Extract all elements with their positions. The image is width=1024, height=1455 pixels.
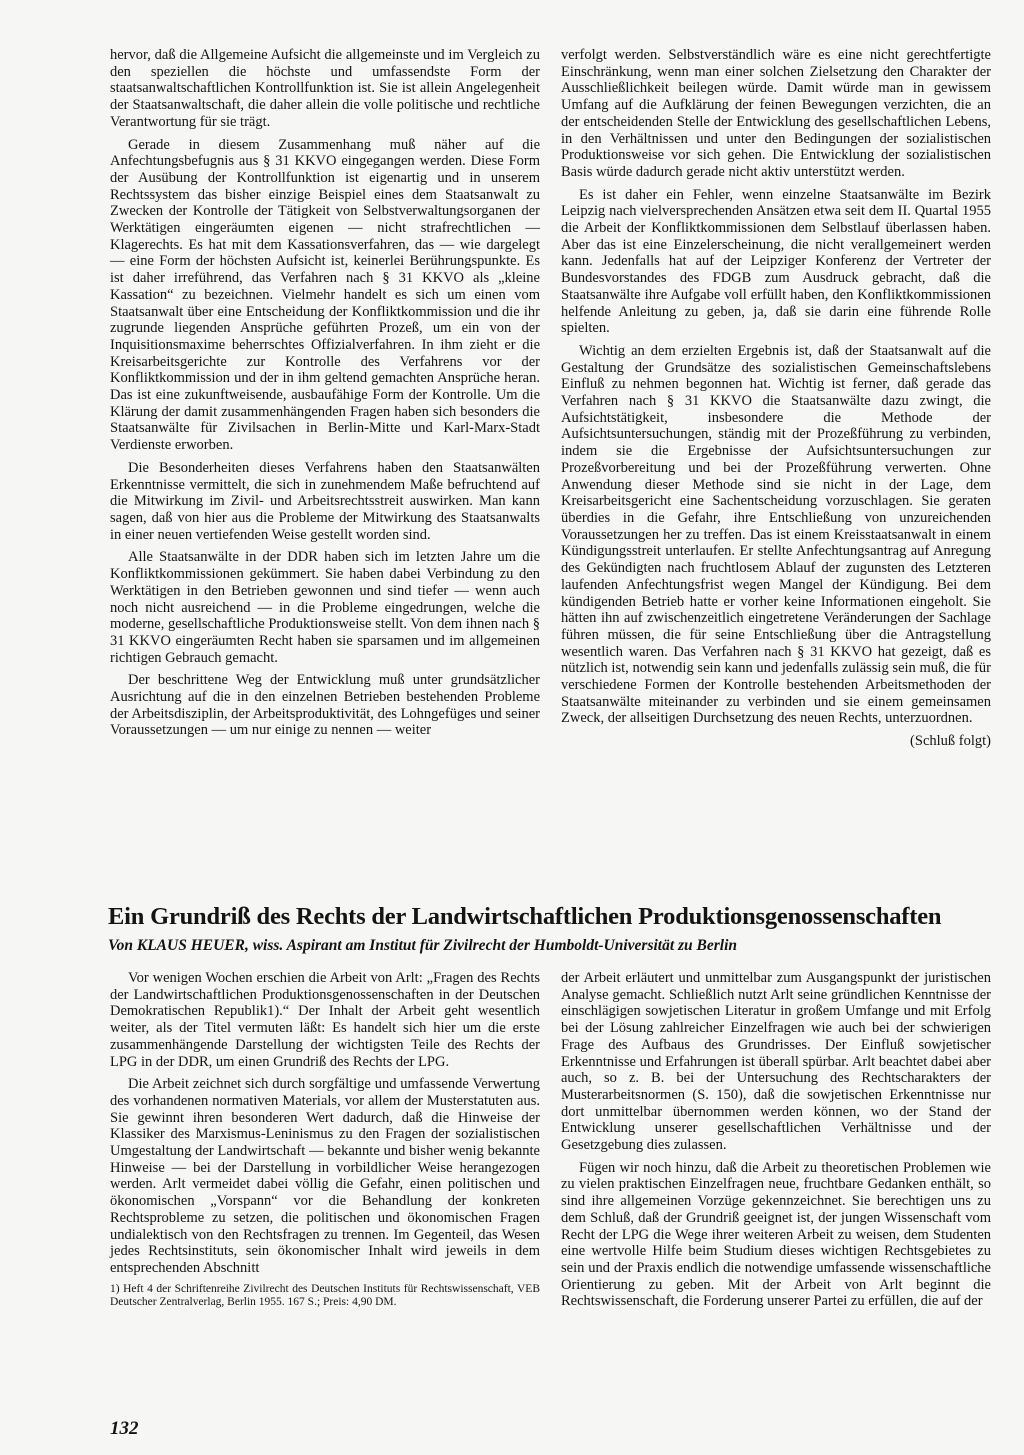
article-title: Ein Grundriß des Rechts der Landwirtschaftlichen Produktionsgenossenschaften xyxy=(108,903,942,930)
top-left-column xyxy=(110,47,540,745)
article-left-column xyxy=(110,970,540,1315)
top-right-column xyxy=(561,47,991,750)
paragraph: Fügen wir noch hinzu, daß die Arbeit zu theoretischen Problemen wie zu vielen praktischen Einzelfragen neue, fruchtbare Gedanken enthält, so sind ihre allgemeinen Vorzüge gekennzeichnet. Sie berechtigen uns zu dem Schluß, daß der Grundriß geeignet ist, der jungen Wissenschaft vom Recht der LPG die Wege ihrer weiteren Arbeit zu weisen, dem Studenten eine wertvolle Hilfe beim Studium dieses wichtigen Rechtsgebietes zu sein und der Praxis endlich die notwendige umfassende wissenschaftliche Orientierung zu geben. Mit der Arbeit von Arlt beginnt die Rechtswissenschaft, die Forderung unserer Partei zu erfüllen, die auf der xyxy=(561,1159,991,1310)
article-right-column xyxy=(561,970,991,1316)
paragraph: verfolgt werden. Selbstverständlich wäre es eine nicht gerechtfertigte Einschränkung, wenn man einer solchen Zielsetzung den Charakter der Ausschließlichkeit beilegen würde. Damit würde man in gewissem Umfang auf die Aufklärung der feinen Bewegungen verzichten, die an der entscheidenden Stelle der Entwicklung des gesellschaftlichen Lebens, in den Verhältnissen und unter den Bedingungen der sozialistischen Produktionsweise vor sich gehen. Die Entwicklung der sozialistischen Basis würde dadurch gerade nicht aktiv unterstützt werden. xyxy=(561,47,991,180)
paragraph: Die Arbeit zeichnet sich durch sorgfältige und umfassende Verwertung des vorhandenen normativen Materials, vor allem der Musterstatuten aus. Sie gewinnt ihren besonderen Wert dadurch, daß die Hinweise der Klassiker des Marxismus-Leninismus zu den Fragen der sozialistischen Umgestaltung der Landwirtschaft — bekannte und bisher wenig bekannte Hinweise — bei der Darstellung in vorbildlicher Weise herangezogen werden. Arlt vermeidet dabei völlig die Gefahr, einen politischen und ökonomischen „Vorspann“ vor die Behandlung der konkreten Rechtsprobleme zu setzen, die politischen und ökonomischen Fragen undialektisch von den Rechtsfragen zu trennen. Im Gegenteil, das Wesen jedes Rechtsinstituts, sein ökonomischer Inhalt wird jeweils in dem entsprechenden Abschnitt xyxy=(110,1076,540,1276)
paragraph: hervor, daß die Allgemeine Aufsicht die allgemeinste und im Vergleich zu den speziellen die höchste und umfassendste Form der staatsanwaltschaftlichen Kontrollfunktion ist. Sie ist allein Angelegenheit der Staatsanwaltschaft, die daher allein die volle politische und rechtliche Verantwortung für sie trägt. xyxy=(110,47,540,130)
paragraph: der Arbeit erläutert und unmittelbar zum Ausgangspunkt der juristischen Analyse gemacht. Schließlich nutzt Arlt seine gründlichen Kenntnisse der einschlägigen sowjetischen Literatur in großem Umfange und mit Erfolg bei der Lösung zahlreicher Einzelfragen wie auch bei der schwierigen Frage des Aufbaus des Grundrisses. Der Einfluß sowjetischer Erkenntnisse und Erfahrungen ist überall spürbar. Arlt beachtet dabei aber auch, so z. B. bei der Untersuchung des Rechtscharakters der Musterarbeitsnormen (S. 150), daß die sowjetischen Erkenntnisse nur dort unmittelbar übernommen werden können, wo der Stand der Entwicklung unserer gesellschaftlichen Verhältnisse und der Gesetzgebung dies zulassen. xyxy=(561,970,991,1154)
article-byline: Von KLAUS HEUER, wiss. Aspirant am Institut für Zivilrecht der Humboldt-Universität zu Berlin xyxy=(108,937,738,954)
paragraph: Die Besonderheiten dieses Verfahrens haben den Staatsanwälten Erkenntnisse vermittelt, die sich in zunehmendem Maße befruchtend auf die Mitwirkung im Zivil- und Arbeitsrechtsstreit auswirken. Man kann sagen, daß von hier aus die Probleme der Mitwirkung des Staatsanwalts in einer neuen vertiefenden Weise gestellt worden sind. xyxy=(110,459,540,543)
page-number: 132 xyxy=(110,1418,139,1439)
paragraph: Vor wenigen Wochen erschien die Arbeit von Arlt: „Fragen des Rechts der Landwirtschaftlichen Produktionsgenossenschaften in der Deutschen Demokratischen Republik1).“ Der Inhalt der Arbeit geht wesentlich weiter, als der Titel vermuten läßt: Es handelt sich hier um die erste zusammenhängende Darstellung der wichtigsten Teile des Rechts der LPG in der DDR, um einen Grundriß des Rechts der LPG. xyxy=(110,970,540,1070)
paragraph: Alle Staatsanwälte in der DDR haben sich im letzten Jahre um die Konfliktkommissionen gekümmert. Sie haben dabei Verbindung zu den Werktätigen in den Betrieben gewonnen und sind tiefer — wenn auch noch nicht ausreichend — in die Probleme eingedrungen, welche die moderne, gesellschaftliche Produktionsweise stellt. Von dem ihnen nach § 31 KKVO eingeräumten Recht haben sie sparsamen und im allgemeinen richtigen Gebrauch gemacht. xyxy=(110,549,540,666)
continued-note: (Schluß folgt) xyxy=(910,733,991,750)
footnote: 1) Heft 4 der Schriftenreihe Zivilrecht des Deutschen Instituts für Rechtswissenschaft, VEB Deutscher Zentralverlag, Berlin 1955. 167 S.; Preis: 4,90 DM. xyxy=(110,1282,540,1308)
paragraph: Es ist daher ein Fehler, wenn einzelne Staatsanwälte im Bezirk Leipzig nach vielversprechenden Ansätzen etwa seit dem II. Quartal 1955 die Arbeit der Konfliktkommissionen dem Selbstlauf überlassen haben. Aber das ist eine Einzelerscheinung, die nicht verallgemeinert werden kann. Jedenfalls hat auf der Leipziger Konferenz der Vertreter der Bundesvorstandes des FDGB zum Ausdruck gebracht, daß die Staatsanwälte ihre Aufgabe voll erfüllt haben, den Konfliktkommissionen helfende Anleitung zu geben, ja, daß sie darin eine führende Rolle spielten. xyxy=(561,186,991,337)
paragraph: Wichtig an dem erzielten Ergebnis ist, daß der Staatsanwalt auf die Gestaltung der Grundsätze des sozialistischen Gemeinschaftslebens Einfluß zu nehmen begonnen hat. Wichtig ist ferner, daß gerade das Verfahren nach § 31 KKVO die Staatsanwälte dazu zwingt, die Aufsichtstätigkeit, insbesondere die Methode der Aufsichtsuntersuchungen, ständig mit der Prozeßführung zu verbinden, indem sie die Ergebnisse der Aufsichtsuntersuchungen zur Prozeßvorbereitung und bei der Prozeßführung verwerten. Ohne Anwendung dieser Methode sind sie nicht in der Lage, dem Kreisarbeitsgericht eine Sachentscheidung vorzuschlagen. Sie geraten überdies in die Gefahr, ihre Entschließung von unzureichenden Voraussetzungen her zu treffen. Das ist einem Kreisstaatsanwalt in einem Kündigungsstreit unterlaufen. Er stellte Anfechtungsantrag auf Anregung des Gekündigten nach fruchtlosem Ablauf der zugunsten des Letzteren laufenden Anfechtungsfrist wegen Mangel der Kündigung. Bei dem kündigenden Betrieb hatte er vorher keine Informationen eingeholt. Sie hätten ihn auf zwischenzeitlich eingetretene Veränderungen der Sachlage führen müssen, die für seine Entschließung über die Antragstellung wesentlich waren. Das Verfahren nach § 31 KKVO hat gezeigt, daß es nützlich ist, notwendig sein kann und jedenfalls zulässig sein muß, die für verschiedene Formen der Kontrolle bestehenden Arbeitsmethoden der Staatsanwälte miteinander zu verbinden und sie einem gemeinsamen Zweck, der allseitigen Durchsetzung des neuen Rechts, unterzuordnen. xyxy=(561,342,991,727)
paragraph: Gerade in diesem Zusammenhang muß näher auf die Anfechtungsbefugnis aus § 31 KKVO eingegangen werden. Diese Form der Ausübung der Kontrollfunktion ist eigenartig und in unserem Rechtssystem das bisher einzige Beispiel eines dem Staatsanwalt zu Zwecken der Kontrolle der Tätigkeit von Selbstverwaltungsorganen der Werktätigen eingeräumten eigenen — nicht strafrechtlichen — Klagerechts. Es hat mit dem Kassationsverfahren, das — wie dargelegt — eine Form der höchsten Aufsicht ist, keinerlei Berührungspunkte. Es ist daher irreführend, das Verfahren nach § 31 KKVO als „kleine Kassation“ zu bezeichnen. Vielmehr handelt es sich um einen vom Staatsanwalt über eine Entscheidung der Konfliktkommission und die ihr zugrunde liegenden Ansprüche geführten Prozeß, um ein von der Inquisitionsmaxime beherrschtes Offizialverfahren. In ihm zieht er die Kreisarbeitsgerichte zur Kontrolle des Verfahrens vor der Konfliktkommission und der in ihm geltend gemachten Ansprüche heran. Das ist eine zukunftweisende, ausbaufähige Form der Kontrolle. Um die Klärung der damit zusammenhängenden Fragen haben sich besonders die Staatsanwälte für Zivilsachen in Berlin-Mitte und Karl-Marx-Stadt Verdienste erworben. xyxy=(110,136,540,454)
paragraph: Der beschrittene Weg der Entwicklung muß unter grundsätzlicher Ausrichtung auf die in den einzelnen Betrieben bestehenden Probleme der Arbeitsdisziplin, der Arbeitsproduktivität, des Lohngefüges und seiner Voraussetzungen — um nur einige zu nennen — weiter xyxy=(110,672,540,739)
